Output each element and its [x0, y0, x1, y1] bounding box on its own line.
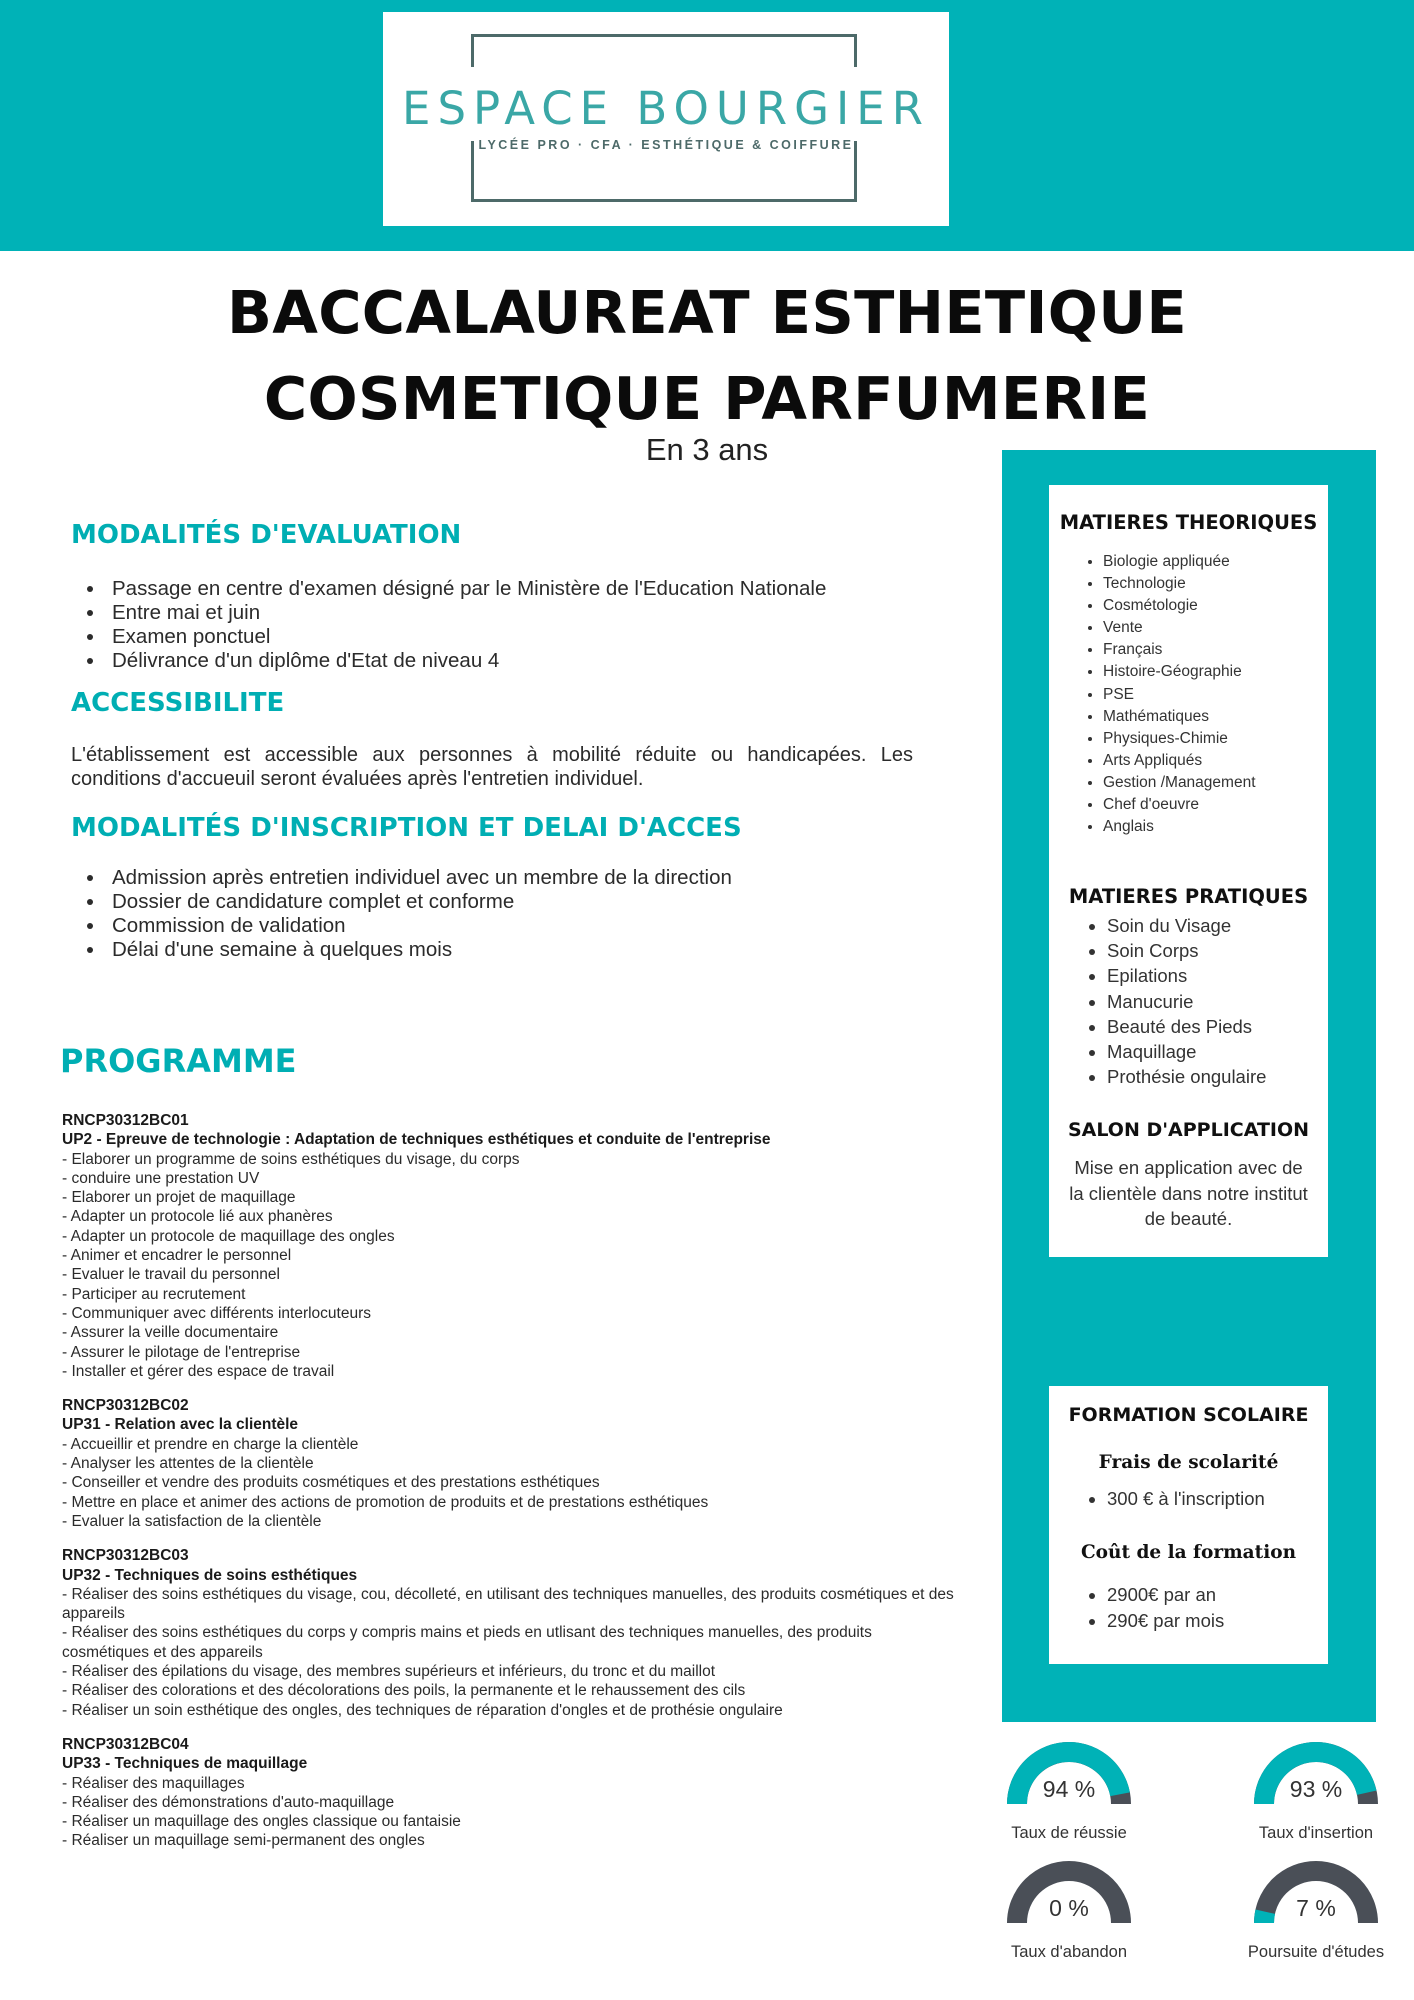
stat-value: 0 %	[1049, 1895, 1089, 1921]
inscription-list	[80, 866, 732, 962]
programme-block	[62, 1735, 962, 1851]
list-item: • Technologie	[1103, 573, 1256, 595]
fees-list	[1085, 1486, 1265, 1512]
list-item: - Participer au recrutement	[62, 1285, 246, 1303]
theory-list	[1085, 551, 1256, 838]
list-item: - Assurer la veille documentaire	[62, 1324, 279, 1342]
list-item: - Conseiller et vendre des produits cosmétiques et des prestations esthétiques	[62, 1474, 600, 1492]
stat-dropout-rate	[989, 1859, 1149, 1962]
programme-block	[62, 1546, 962, 1720]
list-item: • Soin du Visage	[1107, 913, 1266, 938]
salon-heading: SALON D'APPLICATION	[1067, 1119, 1310, 1141]
block-title: UP33 - Techniques de maquillage	[62, 1755, 308, 1773]
theory-heading: MATIERES THEORIQUES	[1059, 511, 1318, 534]
list-item: • Physiques-Chimie	[1103, 728, 1256, 750]
list-item: • Biologie appliquée	[1103, 551, 1256, 573]
list-item: - Evaluer la satisfaction de la clientèle	[62, 1512, 322, 1530]
list-item: - Communiquer avec différents interlocuteurs	[62, 1304, 371, 1322]
page-title: BACCALAUREAT ESTHETIQUE COSMETIQUE PARFUMERIE	[226, 278, 1188, 433]
stat-label: Poursuite d'études	[1247, 1943, 1385, 1961]
accessibility-heading: ACCESSIBILITE	[71, 688, 285, 718]
evaluation-list	[80, 577, 826, 673]
practice-heading: MATIERES PRATIQUES	[1068, 885, 1309, 908]
list-item: • Délivrance d'un diplôme d'Etat de niveau 4	[106, 649, 826, 673]
list-item: - Elaborer un projet de maquillage	[62, 1189, 296, 1207]
stat-insertion-rate	[1236, 1740, 1396, 1843]
list-item: • Soin Corps	[1107, 938, 1266, 963]
list-item: - Réaliser des soins esthétiques du visage, cou, décolleté, en utilisant des techniques manuelles, des produits cosmétiques et des appareils	[62, 1585, 954, 1623]
page-subtitle: En 3 ans	[645, 432, 769, 467]
logo-tagline: LYCÉE PRO · CFA · ESTHÉTIQUE & COIFFURE	[478, 138, 854, 152]
block-code: RNCP30312BC04	[62, 1735, 189, 1753]
programme-content	[62, 1111, 962, 1866]
list-item: • Mathématiques	[1103, 706, 1256, 728]
programme-heading: PROGRAMME	[60, 1042, 297, 1080]
stat-further-studies	[1236, 1859, 1396, 1962]
list-item: • PSE	[1103, 684, 1256, 706]
fees-heading: Frais de scolarité	[1098, 1452, 1279, 1473]
list-item: • Histoire-Géographie	[1103, 661, 1256, 683]
list-item: • Maquillage	[1107, 1039, 1266, 1064]
list-item: - Animer et encadrer le personnel	[62, 1247, 292, 1265]
list-item: - Elaborer un programme de soins esthétiques du visage, du corps	[62, 1150, 520, 1168]
list-item: • Passage en centre d'examen désigné par le Ministère de l'Education Nationale	[106, 577, 826, 601]
stat-label: Taux de réussie	[1011, 1824, 1127, 1842]
practice-list	[1085, 913, 1266, 1089]
list-item: - Réaliser des démonstrations d'auto-maquillage	[62, 1793, 395, 1811]
list-item: • 290€ par mois	[1107, 1608, 1224, 1634]
stat-value: 7 %	[1296, 1895, 1336, 1921]
list-item: • Prothésie ongulaire	[1107, 1064, 1266, 1089]
list-item: • Manucurie	[1107, 989, 1266, 1014]
list-item: - Réaliser des soins esthétiques du corps y compris mains et pieds en utlisant des techniques manuelles, des produits cosmétiques et des appareils	[62, 1624, 872, 1661]
list-item: • Anglais	[1103, 816, 1256, 838]
cost-list	[1085, 1582, 1224, 1633]
list-item: - Evaluer le travail du personnel	[62, 1266, 280, 1284]
list-item: • Examen ponctuel	[106, 625, 826, 649]
formation-card	[1049, 1386, 1328, 1664]
list-item: • Dossier de candidature complet et conforme	[106, 890, 732, 914]
logo	[383, 12, 949, 226]
inscription-heading: MODALITÉS D'INSCRIPTION ET DELAI D'ACCES	[71, 813, 742, 843]
list-item: - Analyser les attentes de la clientèle	[62, 1455, 314, 1473]
list-item: • Gestion /Management	[1103, 772, 1256, 794]
list-item: - Mettre en place et animer des actions de promotion de produits et de prestations esthétiques	[62, 1493, 709, 1511]
stat-label: Taux d'abandon	[1011, 1943, 1127, 1961]
logo-name: ESPACE BOURGIER	[402, 82, 930, 135]
list-item: - Adapter un protocole de maquillage des ongles	[62, 1227, 395, 1245]
list-item: • Entre mai et juin	[106, 601, 826, 625]
list-item: • Chef d'oeuvre	[1103, 794, 1256, 816]
list-item: - Réaliser des maquillages	[62, 1774, 245, 1792]
block-title: UP2 - Epreuve de technologie : Adaptation de techniques esthétiques et conduite de l'entreprise	[62, 1131, 771, 1149]
list-item: - Réaliser des épilations du visage, des membres supérieurs et inférieurs, du tronc et du maillot	[62, 1663, 716, 1681]
stat-value: 94 %	[1042, 1776, 1096, 1802]
list-item: • Admission après entretien individuel avec un membre de la direction	[106, 866, 732, 890]
block-title: UP32 - Techniques de soins esthétiques	[62, 1566, 358, 1584]
programme-block	[62, 1396, 962, 1531]
list-item: - Assurer le pilotage de l'entreprise	[62, 1343, 301, 1361]
list-item: • Vente	[1103, 617, 1256, 639]
stat-success-rate	[989, 1740, 1149, 1843]
list-item: • Arts Appliqués	[1103, 750, 1256, 772]
block-code: RNCP30312BC01	[62, 1112, 189, 1129]
formation-heading: FORMATION SCOLAIRE	[1068, 1404, 1309, 1426]
list-item: • Epilations	[1107, 963, 1266, 988]
list-item: - Adapter un protocole lié aux phanères	[62, 1208, 333, 1226]
list-item: - conduire une prestation UV	[62, 1169, 260, 1187]
evaluation-heading: MODALITÉS D'EVALUATION	[71, 520, 462, 550]
stat-label: Taux d'insertion	[1258, 1824, 1374, 1842]
list-item: - Réaliser un maquillage des ongles classique ou fantaisie	[62, 1813, 461, 1831]
list-item: • Cosmétologie	[1103, 595, 1256, 617]
list-item: - Installer et gérer des espace de travail	[62, 1362, 335, 1380]
list-item: - Réaliser un maquillage semi-permanent des ongles	[62, 1832, 425, 1850]
list-item: • Français	[1103, 639, 1256, 661]
list-item: - Réaliser des colorations et des décolorations des poils, la permanente et le rehaussement des cils	[62, 1682, 746, 1700]
list-item: • Commission de validation	[106, 914, 732, 938]
accessibility-text: L'établissement est accessible aux personnes à mobilité réduite ou handicapées. Les conditions d'accueuil seront évaluées après l'entretien individuel.	[71, 744, 913, 790]
list-item: • 2900€ par an	[1107, 1582, 1224, 1608]
list-item: • 300 € à l'inscription	[1107, 1486, 1265, 1512]
block-code: RNCP30312BC02	[62, 1397, 189, 1415]
salon-text: Mise en application avec de la clientèle dans notre institut de beauté.	[1069, 1157, 1308, 1229]
list-item: • Délai d'une semaine à quelques mois	[106, 938, 732, 962]
subjects-card	[1049, 485, 1328, 1257]
list-item: - Réaliser un soin esthétique des ongles, des techniques de réparation d'ongles et de prothésie ongulaire	[62, 1701, 783, 1719]
programme-block	[62, 1111, 962, 1381]
stat-value: 93 %	[1289, 1776, 1343, 1802]
list-item: • Beauté des Pieds	[1107, 1014, 1266, 1039]
block-title: UP31 - Relation avec la clientèle	[62, 1416, 299, 1434]
cost-heading: Coût de la formation	[1080, 1542, 1297, 1563]
block-code: RNCP30312BC03	[62, 1547, 189, 1565]
list-item: - Accueillir et prendre en charge la clientèle	[62, 1435, 359, 1453]
